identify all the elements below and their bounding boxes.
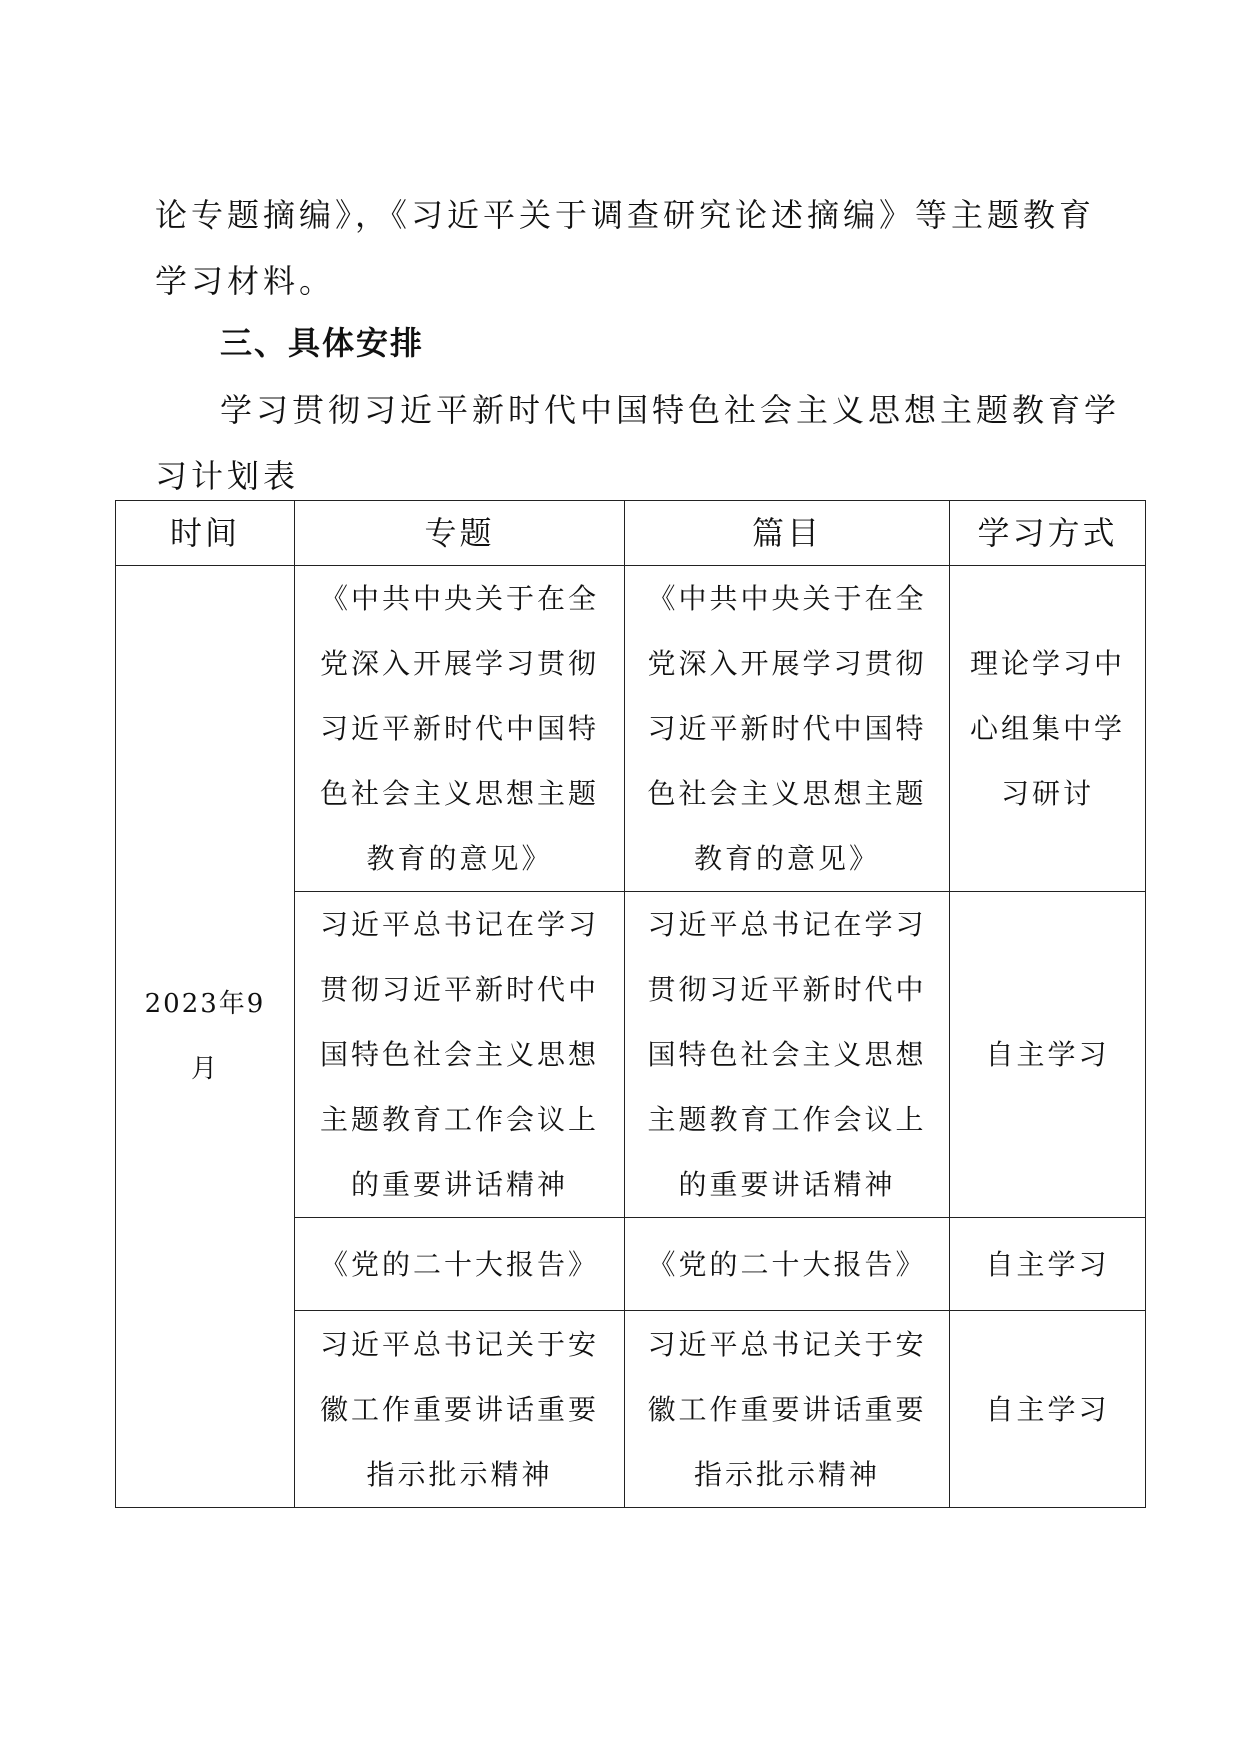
section-heading: 三、具体安排: [220, 324, 425, 362]
article-cell: 《中共中央关于在全党深入开展学习贯彻习近平新时代中国特色社会主义思想主题教育的意见》: [625, 566, 950, 892]
table-caption-line-1: 学习贯彻习近平新时代中国特色社会主义思想主题教育学: [220, 391, 1121, 429]
table-row: [116, 566, 1146, 892]
method-cell: 自主学习: [950, 892, 1146, 1218]
table-header-row: [116, 501, 1146, 566]
time-cell: 2023年9月: [116, 566, 295, 1508]
method-cell: 理论学习中心组集中学习研讨: [950, 566, 1146, 892]
topic-cell: 习近平总书记关于安徽工作重要讲话重要指示批示精神: [295, 1311, 625, 1508]
article-cell: 《党的二十大报告》: [625, 1218, 950, 1311]
intro-line-1: 论专题摘编》，《习近平关于调查研究论述摘编》等主题教育: [155, 196, 1096, 234]
header-time: 时间: [116, 501, 295, 566]
topic-cell: 《中共中央关于在全党深入开展学习贯彻习近平新时代中国特色社会主义思想主题教育的意见》: [295, 566, 625, 892]
header-topic: 专题: [295, 501, 625, 566]
study-plan-table: [115, 500, 1146, 1508]
topic-cell: 《党的二十大报告》: [295, 1218, 625, 1311]
topic-cell: 习近平总书记在学习贯彻习近平新时代中国特色社会主义思想主题教育工作会议上的重要讲话精神: [295, 892, 625, 1218]
header-article: 篇目: [625, 501, 950, 566]
table-caption-line-2: 习计划表: [155, 457, 300, 495]
header-method: 学习方式: [950, 501, 1146, 566]
article-cell: 习近平总书记在学习贯彻习近平新时代中国特色社会主义思想主题教育工作会议上的重要讲话精神: [625, 892, 950, 1218]
intro-line-2: 学习材料。: [155, 262, 336, 300]
method-cell: 自主学习: [950, 1218, 1146, 1311]
method-cell: 自主学习: [950, 1311, 1146, 1508]
article-cell: 习近平总书记关于安徽工作重要讲话重要指示批示精神: [625, 1311, 950, 1508]
